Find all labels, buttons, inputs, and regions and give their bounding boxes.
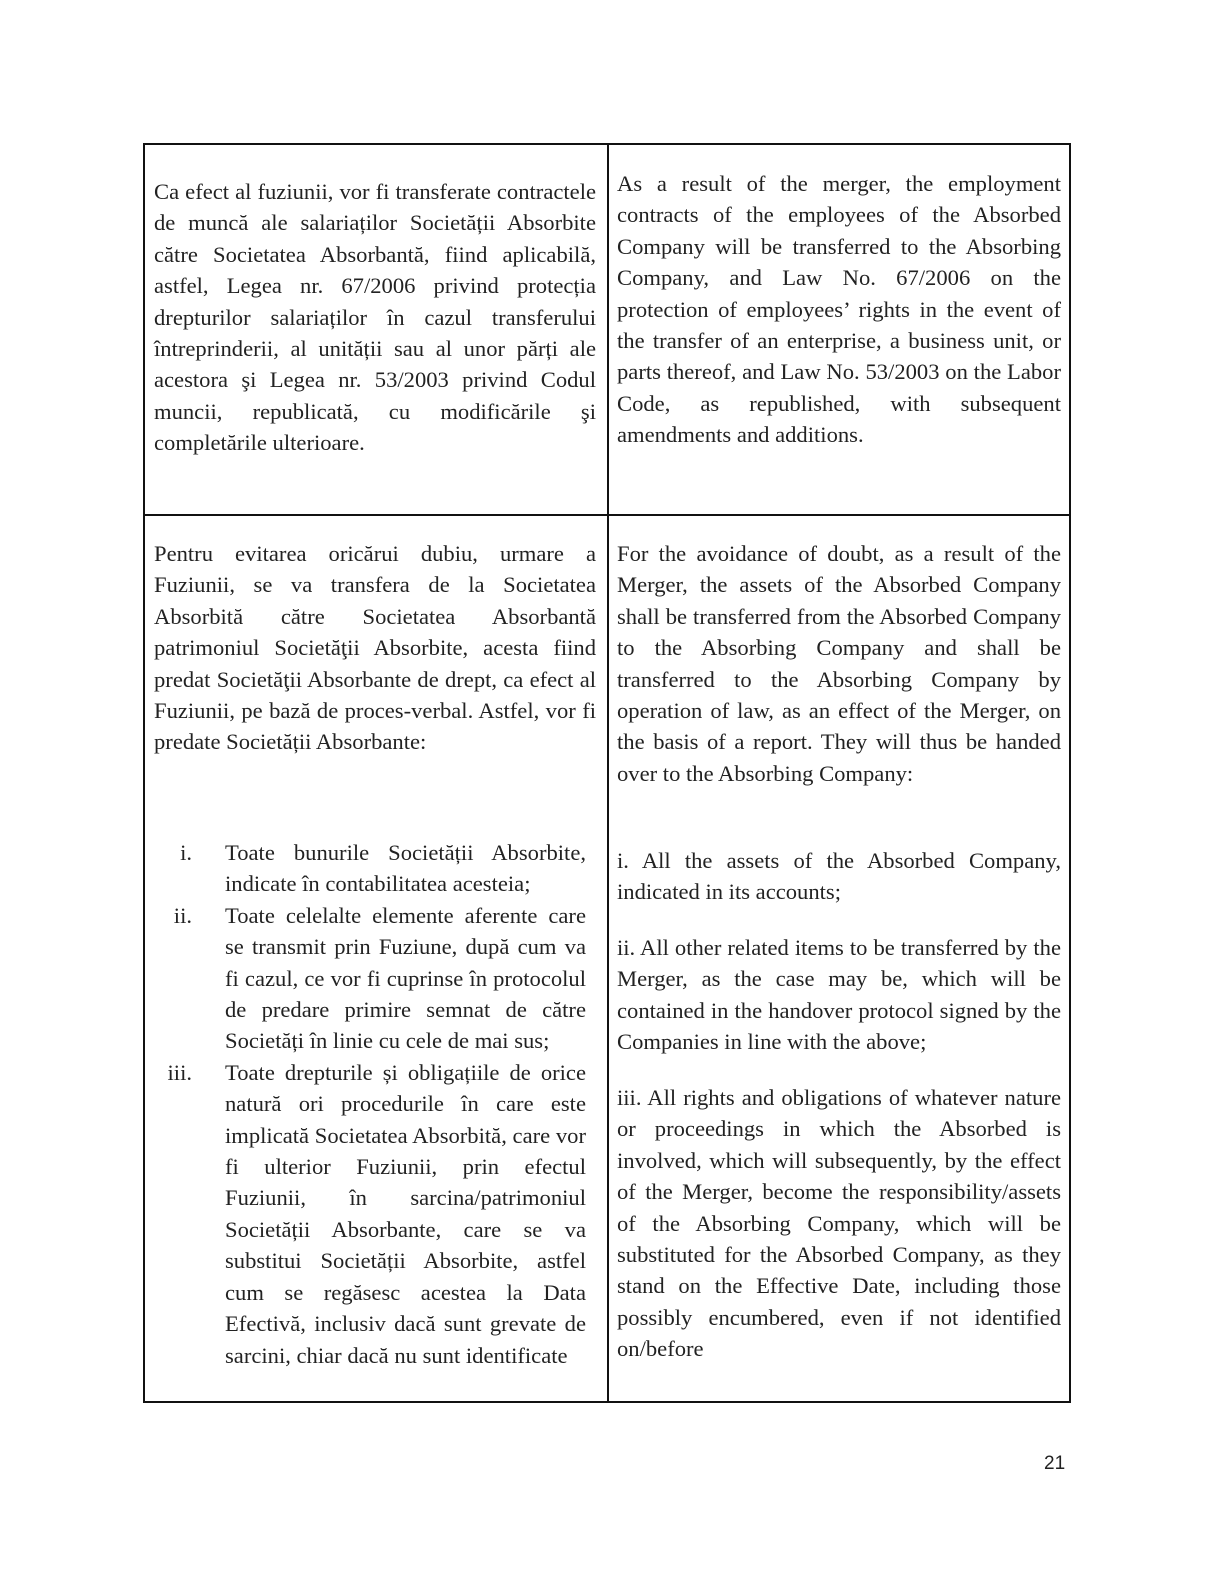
list-item [145, 1057, 597, 1371]
bilingual-table [143, 143, 1071, 1403]
row1-romanian-cell [154, 176, 596, 459]
row2-romanian-intro: Pentru evitarea oricărui dubiu, urmare a Fuziunii, se va transfera de la Societatea Absorbită către Societatea Absorbantă patrimoniul Societăţii Absorbite, acesta fiind predat Societăţii Absorbante de drept, ca efect al Fuziunii, pe bază de proces-verbal. Astfel, vor fi predate Societății Absorbante: [154, 541, 596, 755]
row2-romanian-cell [154, 538, 596, 758]
english-item-2: ii. All other related items to be transferred by the Merger, as the case may be, which will be contained in the handover protocol signed by the Companies in line with the above; [617, 935, 1061, 1055]
column-divider [607, 145, 609, 1401]
list-item-number: i. [180, 840, 192, 865]
row1-english-cell [617, 168, 1061, 451]
list-item-text: Toate drepturile și obligațiile de orice natură ori procedurile în care este implicată Societatea Absorbită, care vor fi ulterior Fuziunii, prin efectul Fuziunii, în sarcina/patrimoniul Societății Absorbante, care se va substitui Societății Absorbite, astfel cum se regăsesc acestea la Data Efectivă, inclusiv dacă sunt grevate de sarcini, chiar dacă nu sunt identificate [225, 1059, 586, 1368]
list-item [145, 900, 597, 1057]
row1-english-text: As a result of the merger, the employment contracts of the employees of the Absorbed Company will be transferred to the Absorbing Company, and Law No. 67/2006 on the protection of employees’ rights in the event of the transfer of an enterprise, a business unit, or parts thereof, and Law No. 53/2003 on the Labor Code, as republished, with subsequent amendments and additions. [617, 171, 1061, 448]
list-item-number: iii. [167, 1059, 192, 1085]
page-number: 21 [1044, 1453, 1066, 1474]
list-item-text: Toate bunurile Societății Absorbite, indicate în contabilitatea acesteia; [225, 840, 586, 897]
english-item-3: iii. All rights and obligations of whatever nature or proceedings in which the Absorbed is involved, which will subsequently, by the effect of the Merger, become the responsibility/assets of the Absorbing Company, which will be substituted for the Absorbed Company, as they stand on the Effective Date, including those possibly encumbered, even if not identified on/before [617, 1085, 1061, 1362]
row1-romanian-text: Ca efect al fuziunii, vor fi transferate contractele de muncă ale salariaților Societății Absorbite către Societatea Absorbantă, fiind aplicabilă, astfel, Legea nr. 67/2006 privind protecția drepturilor salariaților în cazul transferului întreprinderii, al unității sau al unor părți ale acestora şi Legea nr. 53/2003 privind Codul muncii, republicată, cu modificările şi completările ulterioare. [154, 179, 596, 456]
row2-english-intro: For the avoidance of doubt, as a result of the Merger, the assets of the Absorbed Company shall be transferred from the Absorbed Company to the Absorbing Company and shall be transferred to the Absorbing Company by operation of law, as an effect of the Merger, on the basis of a report. They will thus be handed over to the Absorbing Company: [617, 541, 1061, 786]
list-item [145, 837, 597, 900]
english-item-1: i. All the assets of the Absorbed Company, indicated in its accounts; [617, 848, 1061, 905]
romanian-list [145, 837, 597, 1371]
list-item-number: ii. [173, 902, 192, 928]
row2-english-cell [617, 538, 1061, 789]
row-divider [145, 514, 1069, 516]
list-item-text: Toate celelalte elemente aferente care se transmit prin Fuziune, după cum va fi cazul, ce vor fi cuprinse în protocolul de predare primire semnat de către Societăți în linie cu cele de mai sus; [225, 902, 586, 1054]
